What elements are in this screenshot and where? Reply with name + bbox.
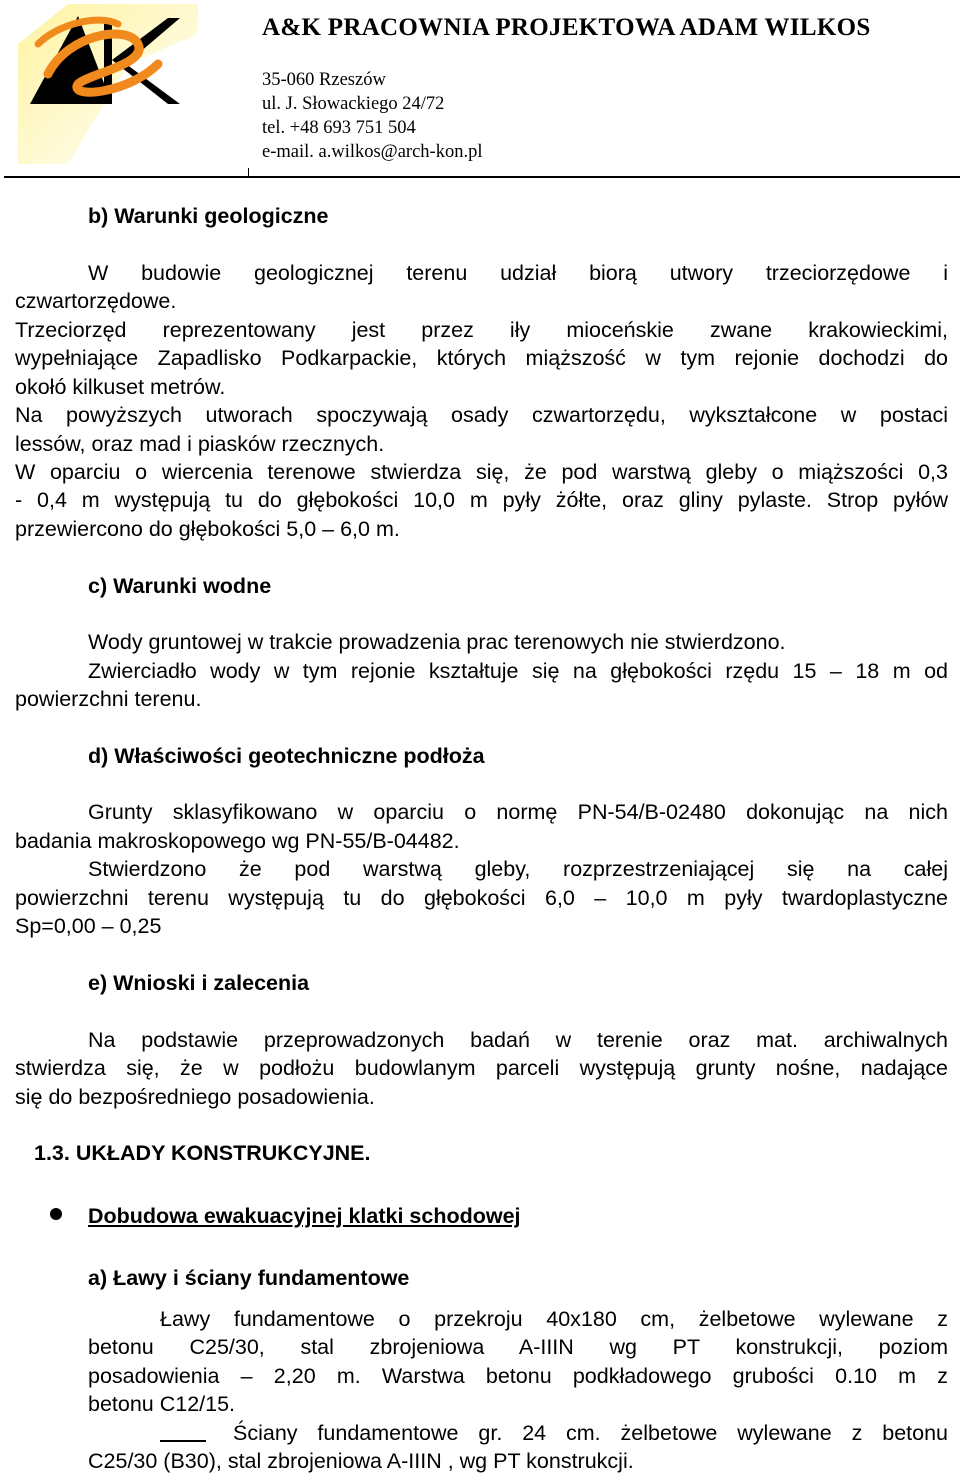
paragraph-line: badania makroskopowego wg PN-55/B-04482.: [15, 829, 460, 853]
bullet-heading: Dobudowa ewakuacyjnej klatki schodowej: [88, 1204, 521, 1228]
bullet-icon: [50, 1208, 62, 1220]
paragraph-line: betonu C25/30, stal zbrojeniowa A-IIIN wg PT konstrukcji, poziom: [88, 1335, 948, 1359]
section-1-3-heading: 1.3. UKŁADY KONSTRUKCYJNE.: [34, 1141, 371, 1165]
company-name: A&K PRACOWNIA PROJEKTOWA ADAM WILKOS: [262, 14, 871, 41]
paragraph-line: powierzchni terenu występują tu do głębokości 6,0 – 10,0 m pyły twardoplastyczne: [15, 886, 948, 910]
section-d-heading: d) Właściwości geotechniczne podłoża: [88, 744, 485, 768]
paragraph-line: Trzeciorzęd reprezentowany jest przez iły mioceńskie zwane krakowieckimi,: [15, 318, 948, 342]
paragraph-line: Sp=0,00 – 0,25: [15, 914, 162, 938]
letterhead: [0, 0, 960, 180]
section-b-heading: b) Warunki geologiczne: [88, 204, 329, 228]
paragraph-line: Na powyższych utworach spoczywają osady czwartorzędu, wykształcone w postaci: [15, 403, 948, 427]
paragraph-line: Grunty sklasyfikowano w oparciu o normę PN-54/B-02480 dokonując na nich: [88, 800, 948, 824]
address-city: 35-060 Rzeszów: [262, 70, 386, 90]
paragraph-line: przewiercono do głębokości 5,0 – 6,0 m.: [15, 517, 400, 541]
paragraph-line: Wody gruntowej w trakcie prowadzenia prac terenowych nie stwierdzono.: [88, 630, 786, 654]
paragraph-line: W budowie geologicznej terenu udział biorą utwory trzeciorzędowe i: [88, 261, 948, 285]
dash-marker: [160, 1440, 206, 1442]
address-street: ul. J. Słowackiego 24/72: [262, 94, 445, 114]
header-divider-tick: [248, 168, 249, 178]
header-divider: [4, 176, 960, 178]
paragraph-line: okołó kilkuset metrów.: [15, 375, 226, 399]
paragraph-line: stwierdza się, że w podłożu budowlanym parceli występują grunty nośne, nadające: [15, 1056, 948, 1080]
paragraph-line: C25/30 (B30), stal zbrojeniowa A-IIIN , wg PT konstrukcji.: [88, 1449, 634, 1473]
paragraph-line: Ściany fundamentowe gr. 24 cm. żelbetowe wylewane z betonu: [233, 1421, 948, 1445]
paragraph-line: się do bezpośredniego posadowienia.: [15, 1085, 375, 1109]
paragraph-line: Ławy fundamentowe o przekroju 40x180 cm, żelbetowe wylewane z: [160, 1307, 948, 1331]
paragraph-line: posadowienia – 2,20 m. Warstwa betonu podkładowego grubości 0.10 m z: [88, 1364, 948, 1388]
paragraph-line: wypełniające Zapadlisko Podkarpackie, których miąższość w tym rejonie dochodzi do: [15, 346, 948, 370]
paragraph-line: lessów, oraz mad i piasków rzecznych.: [15, 432, 385, 456]
paragraph-line: powierzchni terenu.: [15, 687, 202, 711]
paragraph-line: Stwierdzono że pod warstwą gleby, rozprzestrzeniającej się na całej: [88, 857, 948, 881]
email-address: e-mail. a.wilkos@arch-kon.pl: [262, 142, 483, 162]
paragraph-line: betonu C12/15.: [88, 1392, 236, 1416]
section-e-heading: e) Wnioski i zalecenia: [88, 971, 310, 995]
subsection-a-heading: a) Ławy i ściany fundamentowe: [88, 1266, 410, 1290]
paragraph-line: W oparciu o wiercenia terenowe stwierdza się, że pod warstwą gleby o miąższości 0,3: [15, 460, 948, 484]
section-c-heading: c) Warunki wodne: [88, 574, 272, 598]
paragraph-line: czwartorzędowe.: [15, 289, 177, 313]
paragraph-line: Na podstawie przeprowadzonych badań w terenie oraz mat. archiwalnych: [88, 1028, 948, 1052]
phone-number: tel. +48 693 751 504: [262, 118, 416, 138]
ak-logo-icon: [8, 4, 198, 164]
paragraph-line: - 0,4 m występują tu do głębokości 10,0 m pyły żółte, oraz gliny pylaste. Strop pyłów: [15, 488, 948, 512]
paragraph-line: Zwierciadło wody w tym rejonie kształtuje się na głębokości rzędu 15 – 18 m od: [88, 659, 948, 683]
